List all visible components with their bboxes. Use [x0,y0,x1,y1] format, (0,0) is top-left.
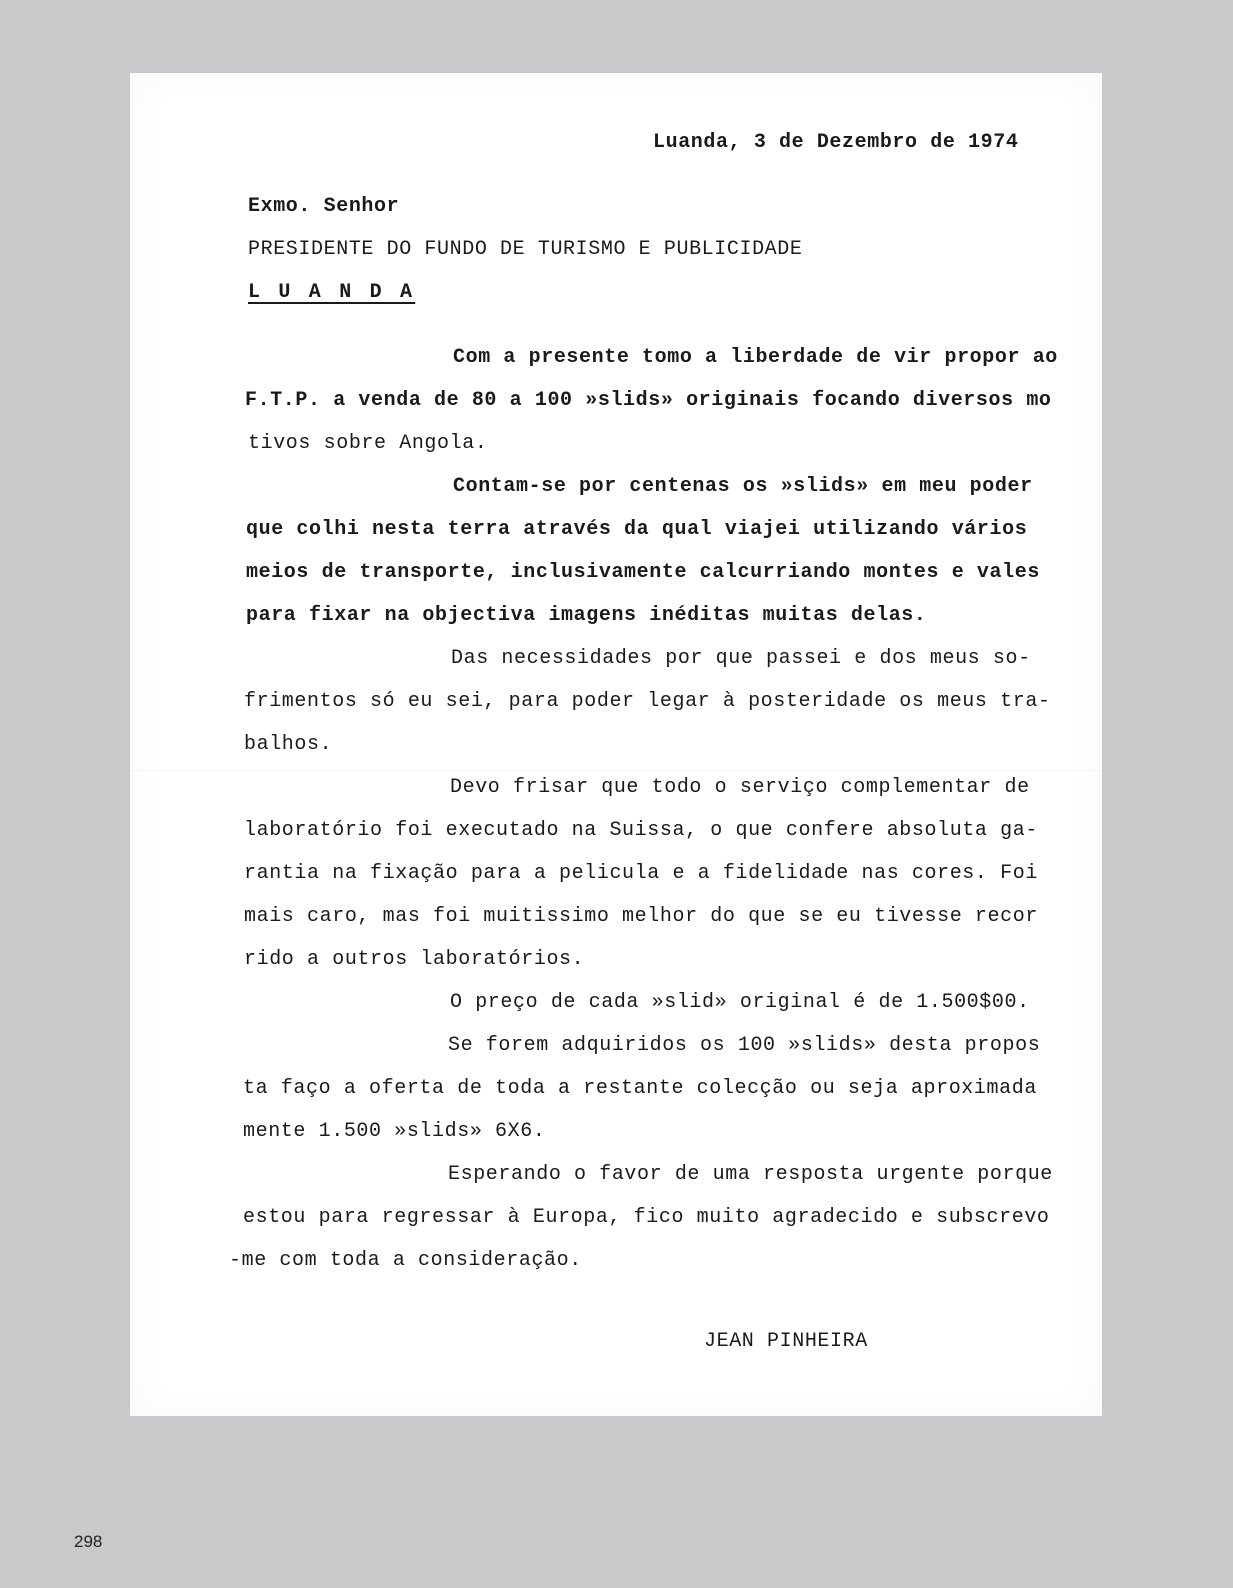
body-line: -me com toda a consideração. [229,1249,582,1272]
body-line: O preço de cada »slid» original é de 1.500$00. [450,991,1030,1014]
body-line: balhos. [244,733,333,756]
body-line: mais caro, mas foi muitissimo melhor do que se eu tivesse recor [244,905,1038,928]
date-line: Luanda, 3 de Dezembro de 1974 [653,131,1019,154]
body-line: Esperando o favor de uma resposta urgente porque [448,1163,1053,1186]
addressee: PRESIDENTE DO FUNDO DE TURISMO E PUBLICIDADE [248,238,803,261]
body-line: rantia na fixação para a pelicula e a fidelidade nas cores. Foi [244,862,1038,885]
body-line: laboratório foi executado na Suissa, o que confere absoluta ga- [244,819,1038,842]
body-line: Se forem adquiridos os 100 »slids» desta propos [448,1034,1041,1057]
body-line: meios de transporte, inclusivamente calcurriando montes e vales [246,561,1040,584]
body-line: estou para regressar à Europa, fico muito agradecido e subscrevo [243,1206,1050,1229]
body-line: mente 1.500 »slids» 6X6. [243,1120,546,1143]
body-line: rido a outros laboratórios. [244,948,585,971]
body-line: ta faço a oferta de toda a restante colecção ou seja aproximada [243,1077,1037,1100]
body-line: Das necessidades por que passei e dos meus so- [451,647,1031,670]
paper-fold-line [130,770,1102,771]
salutation: Exmo. Senhor [248,195,400,218]
page-number: 298 [74,1532,103,1551]
body-line: Com a presente tomo a liberdade de vir propor ao [453,346,1058,369]
body-line: que colhi nesta terra através da qual viajei utilizando vários [246,518,1028,541]
body-line: tivos sobre Angola. [248,432,488,455]
addressee-city: L U A N D A [248,281,416,304]
body-line: Contam-se por centenas os »slids» em meu poder [453,475,1033,498]
signature-name: JEAN PINHEIRA [704,1330,868,1353]
body-line: F.T.P. a venda de 80 a 100 »slids» originais focando diversos mo [245,389,1052,412]
letter-sheet [130,73,1102,1416]
body-line: Devo frisar que todo o serviço complementar de [450,776,1030,799]
body-line: frimentos só eu sei, para poder legar à posteridade os meus tra- [244,690,1051,713]
body-line: para fixar na objectiva imagens inéditas muitas delas. [246,604,927,627]
